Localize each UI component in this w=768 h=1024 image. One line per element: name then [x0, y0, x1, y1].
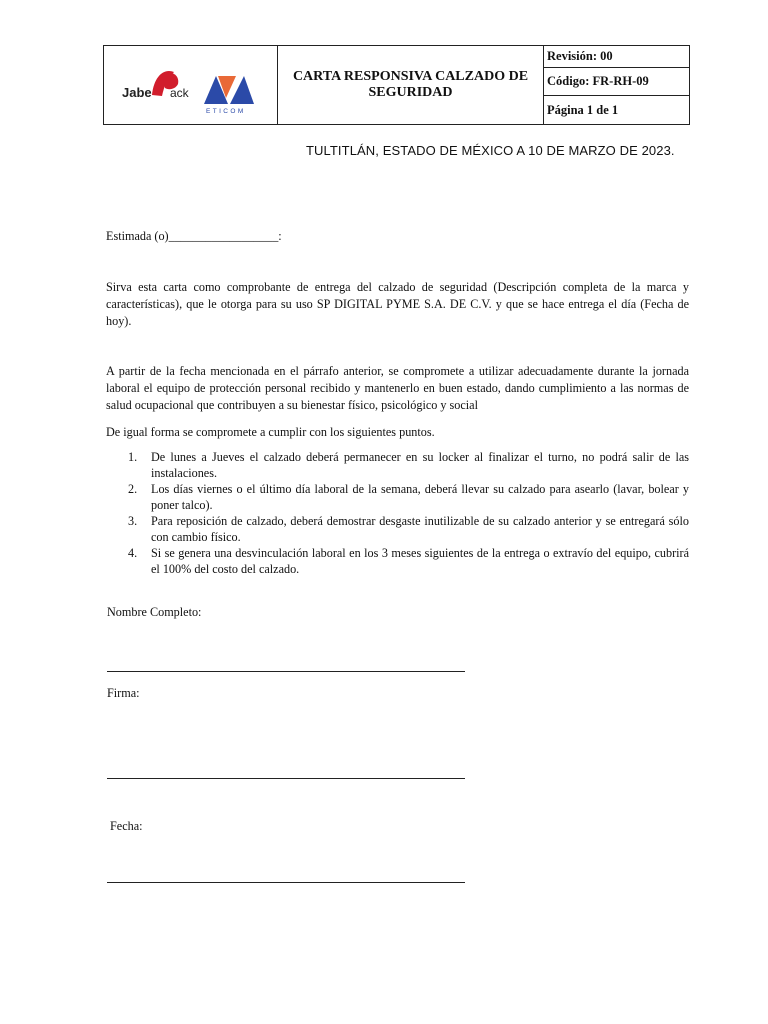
list-item-number: 1.	[128, 450, 138, 464]
logo-subtitle: ETICOM	[206, 108, 246, 115]
paragraph-points-intro: De igual forma se compromete a cumplir con los siguientes puntos.	[106, 425, 435, 439]
list-item-text: Si se genera una desvinculación laboral en los 3 meses siguientes de la entrega o extravío del equipo, cubrirá el 100% del costo del calzado.	[151, 546, 689, 576]
list-item	[128, 513, 689, 545]
revision-label: Revisión: 00	[544, 46, 689, 68]
page-number: Página 1 de 1	[547, 102, 619, 117]
greeting: Estimada (o)__________________:	[106, 229, 282, 243]
logo-text-left: Jabe	[122, 85, 152, 100]
points-list	[128, 449, 689, 577]
signature-line	[107, 778, 465, 779]
list-item-text: Los días viernes o el último día laboral de la semana, deberá llevar su calzado para asearlo (lavar, bolear y poner talco).	[151, 482, 689, 512]
code-label: Código: FR-RH-09	[544, 68, 689, 96]
list-item-number: 2.	[128, 482, 138, 496]
list-item-number: 3.	[128, 514, 138, 528]
paragraph-commitment: A partir de la fecha mencionada en el párrafo anterior, se compromete a utilizar adecuadamente durante la jornada laboral el equipo de protección personal recibido y mantenerlo en buen estado, dando cumplimiento a las normas de salud ocupacional que contribuyen a su bienestar físico, psicológico y social	[106, 364, 689, 412]
paragraph-delivery: Sirva esta carta como comprobante de entrega del calzado de seguridad (Descripción completa de la marca y características), que le otorga para su uso SP DIGITAL PYME S.A. DE C.V. y que se hace entrega el día (Fecha de hoy).	[106, 280, 689, 328]
list-item	[128, 481, 689, 513]
full-name-label: Nombre Completo:	[107, 605, 202, 619]
logo-cell	[104, 46, 278, 124]
title-cell	[278, 46, 544, 124]
company-logo	[118, 60, 268, 116]
meta-cell	[544, 46, 689, 124]
document-header-table	[103, 45, 690, 125]
list-item	[128, 449, 689, 481]
list-item-text: De lunes a Jueves el calzado deberá permanecer en su locker al finalizar el turno, no podrá salir de las instalaciones.	[151, 450, 689, 480]
list-item-text: Para reposición de calzado, deberá demostrar desgaste inutilizable de su calzado anterior y se entregará sólo con cambio físico.	[151, 514, 689, 544]
date-label: Fecha:	[110, 819, 143, 833]
signature-label: Firma:	[107, 686, 140, 700]
list-item	[128, 545, 689, 577]
date-line	[107, 882, 465, 883]
document-title: CARTA RESPONSIVA CALZADO DE SEGURIDAD	[292, 69, 529, 100]
full-name-line	[107, 671, 465, 672]
place-and-date: TULTITLÁN, ESTADO DE MÉXICO A 10 DE MARZO DE 2023.	[306, 143, 675, 158]
list-item-number: 4.	[128, 546, 138, 560]
logo-text-right: ack	[170, 86, 189, 100]
